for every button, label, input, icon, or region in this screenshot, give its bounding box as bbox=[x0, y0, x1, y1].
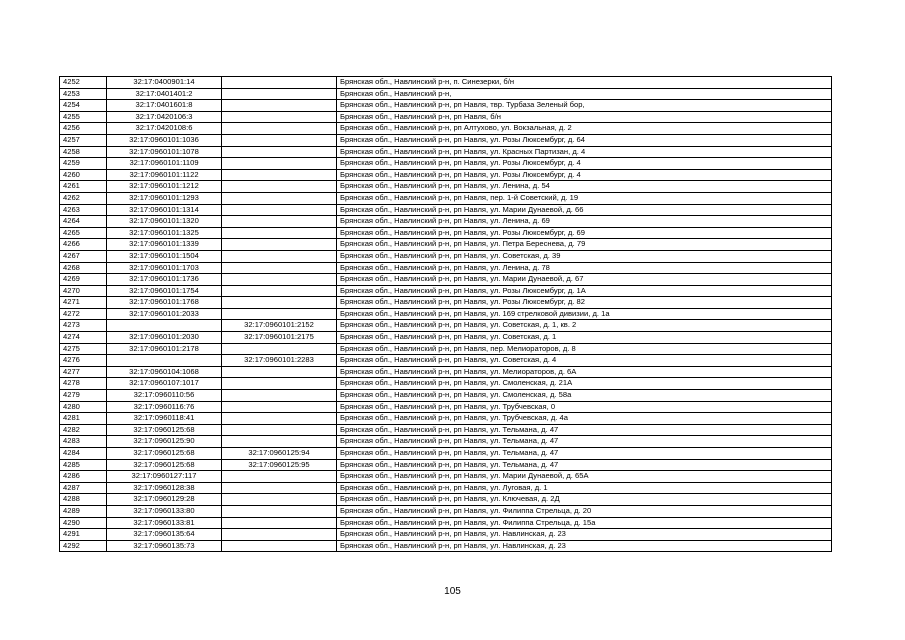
related-cadastral-number-cell bbox=[222, 285, 337, 297]
table-row bbox=[60, 471, 832, 483]
row-number-cell: 4269 bbox=[60, 274, 107, 286]
related-cadastral-number-cell bbox=[222, 274, 337, 286]
cadastral-number-cell: 32:17:0960133:80 bbox=[107, 505, 222, 517]
row-number-cell: 4254 bbox=[60, 100, 107, 112]
table-row bbox=[60, 401, 832, 413]
address-cell: Брянская обл., Навлинский р-н, рп Навля, ул. Навлинская, д. 23 bbox=[337, 529, 832, 541]
related-cadastral-number-cell bbox=[222, 482, 337, 494]
row-number-cell: 4256 bbox=[60, 123, 107, 135]
table-row bbox=[60, 100, 832, 112]
table-row bbox=[60, 146, 832, 158]
address-cell: Брянская обл., Навлинский р-н, рп Навля, ул. Розы Люксембург, д. 4 bbox=[337, 158, 832, 170]
cadastral-number-cell: 32:17:0960125:68 bbox=[107, 424, 222, 436]
cadastral-number-cell: 32:17:0960101:1122 bbox=[107, 169, 222, 181]
address-cell: Брянская обл., Навлинский р-н, п. Синезерки, б/н bbox=[337, 77, 832, 89]
address-cell: Брянская обл., Навлинский р-н, рп Навля, ул. Навлинская, д. 23 bbox=[337, 540, 832, 552]
related-cadastral-number-cell bbox=[222, 366, 337, 378]
table-row bbox=[60, 158, 832, 170]
address-cell: Брянская обл., Навлинский р-н, рп Навля, б/н bbox=[337, 111, 832, 123]
address-cell: Брянская обл., Навлинский р-н, рп Навля, ул. Тельмана, д. 47 bbox=[337, 424, 832, 436]
row-number-cell: 4282 bbox=[60, 424, 107, 436]
table-row bbox=[60, 88, 832, 100]
cadastral-number-cell: 32:17:0960128:38 bbox=[107, 482, 222, 494]
related-cadastral-number-cell bbox=[222, 169, 337, 181]
cadastral-number-cell: 32:17:0960125:68 bbox=[107, 459, 222, 471]
table-row bbox=[60, 239, 832, 251]
related-cadastral-number-cell: 32:17:0960125:95 bbox=[222, 459, 337, 471]
cadastral-number-cell: 32:17:0960101:2178 bbox=[107, 343, 222, 355]
table-row bbox=[60, 262, 832, 274]
row-number-cell: 4278 bbox=[60, 378, 107, 390]
row-number-cell: 4284 bbox=[60, 448, 107, 460]
related-cadastral-number-cell bbox=[222, 471, 337, 483]
cadastral-number-cell: 32:17:0960101:1768 bbox=[107, 297, 222, 309]
cadastral-number-cell: 32:17:0401601:8 bbox=[107, 100, 222, 112]
related-cadastral-number-cell bbox=[222, 424, 337, 436]
table-row bbox=[60, 111, 832, 123]
address-cell: Брянская обл., Навлинский р-н, рп Навля, ул. Марии Дунаевой, д. 65А bbox=[337, 471, 832, 483]
cadastral-number-cell: 32:17:0960127:117 bbox=[107, 471, 222, 483]
row-number-cell: 4263 bbox=[60, 204, 107, 216]
table-row bbox=[60, 390, 832, 402]
related-cadastral-number-cell bbox=[222, 494, 337, 506]
address-cell: Брянская обл., Навлинский р-н, рп Навля, ул. Розы Люксембург, д. 69 bbox=[337, 227, 832, 239]
cadastral-number-cell: 32:17:0960101:1212 bbox=[107, 181, 222, 193]
table-row bbox=[60, 343, 832, 355]
address-cell: Брянская обл., Навлинский р-н, рп Навля, ул. Розы Люксембург, д. 4 bbox=[337, 169, 832, 181]
address-cell: Брянская обл., Навлинский р-н, рп Навля, ул. Смоленская, д. 21А bbox=[337, 378, 832, 390]
cadastral-number-cell: 32:17:0960125:90 bbox=[107, 436, 222, 448]
cadastral-number-cell: 32:17:0960129:28 bbox=[107, 494, 222, 506]
address-cell: Брянская обл., Навлинский р-н, рп Навля, ул. Советская, д. 39 bbox=[337, 250, 832, 262]
table-row bbox=[60, 181, 832, 193]
related-cadastral-number-cell bbox=[222, 378, 337, 390]
cadastral-number-cell: 32:17:0960101:1754 bbox=[107, 285, 222, 297]
address-cell: Брянская обл., Навлинский р-н, рп Навля, ул. Луговая, д. 1 bbox=[337, 482, 832, 494]
cadastral-number-cell bbox=[107, 355, 222, 367]
address-cell: Брянская обл., Навлинский р-н, рп Навля, ул. Петра Береснева, д. 79 bbox=[337, 239, 832, 251]
address-cell: Брянская обл., Навлинский р-н, рп Навля, ул. Тельмана, д. 47 bbox=[337, 436, 832, 448]
row-number-cell: 4258 bbox=[60, 146, 107, 158]
cadastral-number-cell: 32:17:0960101:1703 bbox=[107, 262, 222, 274]
cadastral-number-cell: 32:17:0400901:14 bbox=[107, 77, 222, 89]
related-cadastral-number-cell bbox=[222, 505, 337, 517]
cadastral-number-cell: 32:17:0960101:1314 bbox=[107, 204, 222, 216]
row-number-cell: 4261 bbox=[60, 181, 107, 193]
row-number-cell: 4285 bbox=[60, 459, 107, 471]
address-cell: Брянская обл., Навлинский р-н, рп Навля, пер. Мелиораторов, д. 8 bbox=[337, 343, 832, 355]
cadastral-number-cell: 32:17:0960101:1325 bbox=[107, 227, 222, 239]
table-row bbox=[60, 308, 832, 320]
row-number-cell: 4262 bbox=[60, 192, 107, 204]
related-cadastral-number-cell bbox=[222, 517, 337, 529]
address-cell: Брянская обл., Навлинский р-н, рп Навля, ул. Ленина, д. 54 bbox=[337, 181, 832, 193]
related-cadastral-number-cell bbox=[222, 401, 337, 413]
related-cadastral-number-cell bbox=[222, 134, 337, 146]
table-row bbox=[60, 192, 832, 204]
address-cell: Брянская обл., Навлинский р-н, рп Навля, ул. Красных Партизан, д. 4 bbox=[337, 146, 832, 158]
row-number-cell: 4267 bbox=[60, 250, 107, 262]
row-number-cell: 4289 bbox=[60, 505, 107, 517]
cadastral-number-cell: 32:17:0960101:1339 bbox=[107, 239, 222, 251]
row-number-cell: 4277 bbox=[60, 366, 107, 378]
row-number-cell: 4270 bbox=[60, 285, 107, 297]
related-cadastral-number-cell: 32:17:0960101:2152 bbox=[222, 320, 337, 332]
cadastral-number-cell bbox=[107, 320, 222, 332]
related-cadastral-number-cell bbox=[222, 227, 337, 239]
table-row bbox=[60, 482, 832, 494]
address-cell: Брянская обл., Навлинский р-н, рп Навля, ул. Филиппа Стрельца, д. 15а bbox=[337, 517, 832, 529]
address-cell: Брянская обл., Навлинский р-н, рп Навля, ул. Мелиораторов, д. 6А bbox=[337, 366, 832, 378]
cadastral-number-cell: 32:17:0420106:3 bbox=[107, 111, 222, 123]
related-cadastral-number-cell bbox=[222, 146, 337, 158]
table-row bbox=[60, 227, 832, 239]
table-row bbox=[60, 77, 832, 89]
row-number-cell: 4252 bbox=[60, 77, 107, 89]
table-row bbox=[60, 517, 832, 529]
related-cadastral-number-cell bbox=[222, 192, 337, 204]
row-number-cell: 4265 bbox=[60, 227, 107, 239]
cadastral-number-cell: 32:17:0960135:73 bbox=[107, 540, 222, 552]
cadastral-number-cell: 32:17:0960110:56 bbox=[107, 390, 222, 402]
related-cadastral-number-cell bbox=[222, 413, 337, 425]
address-cell: Брянская обл., Навлинский р-н, рп Навля, ул. Смоленская, д. 58а bbox=[337, 390, 832, 402]
table-row bbox=[60, 123, 832, 135]
cadastral-number-cell: 32:17:0960101:2033 bbox=[107, 308, 222, 320]
related-cadastral-number-cell bbox=[222, 158, 337, 170]
cadastral-number-cell: 32:17:0960101:1736 bbox=[107, 274, 222, 286]
cadastral-number-cell: 32:17:0960118:41 bbox=[107, 413, 222, 425]
address-cell: Брянская обл., Навлинский р-н, рп Навля, ул. Трубчевская, д. 4а bbox=[337, 413, 832, 425]
address-cell: Брянская обл., Навлинский р-н, рп Навля, ул. Трубчевская, 0 bbox=[337, 401, 832, 413]
address-cell: Брянская обл., Навлинский р-н, рп Навля, ул. Филиппа Стрельца, д. 20 bbox=[337, 505, 832, 517]
address-cell: Брянская обл., Навлинский р-н, рп Навля, ул. Марии Дунаевой, д. 66 bbox=[337, 204, 832, 216]
related-cadastral-number-cell bbox=[222, 239, 337, 251]
table-row bbox=[60, 366, 832, 378]
table-row bbox=[60, 134, 832, 146]
cadastral-number-cell: 32:17:0960101:1320 bbox=[107, 216, 222, 228]
related-cadastral-number-cell bbox=[222, 100, 337, 112]
address-cell: Брянская обл., Навлинский р-н, рп Навля, ул. Тельмана, д. 47 bbox=[337, 459, 832, 471]
row-number-cell: 4257 bbox=[60, 134, 107, 146]
cadastral-number-cell: 32:17:0960101:1293 bbox=[107, 192, 222, 204]
table-row bbox=[60, 204, 832, 216]
table-row bbox=[60, 355, 832, 367]
related-cadastral-number-cell bbox=[222, 111, 337, 123]
address-cell: Брянская обл., Навлинский р-н, рп Навля, ул. Розы Люксембург, д. 64 bbox=[337, 134, 832, 146]
table-row bbox=[60, 424, 832, 436]
address-cell: Брянская обл., Навлинский р-н, рп Навля, ул. Тельмана, д. 47 bbox=[337, 448, 832, 460]
cadastral-number-cell: 32:17:0401401:2 bbox=[107, 88, 222, 100]
row-number-cell: 4274 bbox=[60, 332, 107, 344]
related-cadastral-number-cell: 32:17:0960101:2283 bbox=[222, 355, 337, 367]
cadastral-number-cell: 32:17:0960101:1078 bbox=[107, 146, 222, 158]
cadastral-number-cell: 32:17:0960107:1017 bbox=[107, 378, 222, 390]
row-number-cell: 4283 bbox=[60, 436, 107, 448]
address-cell: Брянская обл., Навлинский р-н, рп Алтухово, ул. Вокзальная, д. 2 bbox=[337, 123, 832, 135]
row-number-cell: 4268 bbox=[60, 262, 107, 274]
table-row bbox=[60, 540, 832, 552]
registry-table-body bbox=[60, 77, 832, 552]
address-cell: Брянская обл., Навлинский р-н, bbox=[337, 88, 832, 100]
cadastral-number-cell: 32:17:0960101:1109 bbox=[107, 158, 222, 170]
row-number-cell: 4273 bbox=[60, 320, 107, 332]
row-number-cell: 4290 bbox=[60, 517, 107, 529]
related-cadastral-number-cell bbox=[222, 250, 337, 262]
table-row bbox=[60, 320, 832, 332]
table-row bbox=[60, 285, 832, 297]
cadastral-number-cell: 32:17:0960125:68 bbox=[107, 448, 222, 460]
row-number-cell: 4281 bbox=[60, 413, 107, 425]
address-cell: Брянская обл., Навлинский р-н, рп Навля, ул. Ленина, д. 78 bbox=[337, 262, 832, 274]
row-number-cell: 4275 bbox=[60, 343, 107, 355]
cadastral-number-cell: 32:17:0420108:6 bbox=[107, 123, 222, 135]
page-number: 105 bbox=[444, 586, 461, 597]
address-cell: Брянская обл., Навлинский р-н, рп Навля, ул. Марии Дунаевой, д. 67 bbox=[337, 274, 832, 286]
related-cadastral-number-cell bbox=[222, 297, 337, 309]
address-cell: Брянская обл., Навлинский р-н, рп Навля, ул. 169 стрелковой дивизии, д. 1а bbox=[337, 308, 832, 320]
row-number-cell: 4280 bbox=[60, 401, 107, 413]
table-row bbox=[60, 505, 832, 517]
table-row bbox=[60, 529, 832, 541]
table-row bbox=[60, 494, 832, 506]
table-row bbox=[60, 250, 832, 262]
row-number-cell: 4264 bbox=[60, 216, 107, 228]
row-number-cell: 4291 bbox=[60, 529, 107, 541]
row-number-cell: 4253 bbox=[60, 88, 107, 100]
address-cell: Брянская обл., Навлинский р-н, рп Навля, ул. Советская, д. 4 bbox=[337, 355, 832, 367]
table-row bbox=[60, 332, 832, 344]
address-cell: Брянская обл., Навлинский р-н, рп Навля, ул. Советская, д. 1 bbox=[337, 332, 832, 344]
address-cell: Брянская обл., Навлинский р-н, рп Навля, ул. Розы Люксембург, д. 82 bbox=[337, 297, 832, 309]
cadastral-number-cell: 32:17:0960116:76 bbox=[107, 401, 222, 413]
row-number-cell: 4292 bbox=[60, 540, 107, 552]
cadastral-number-cell: 32:17:0960101:1504 bbox=[107, 250, 222, 262]
table-row bbox=[60, 297, 832, 309]
address-cell: Брянская обл., Навлинский р-н, рп Навля, твр. Турбаза Зеленый бор, bbox=[337, 100, 832, 112]
related-cadastral-number-cell bbox=[222, 216, 337, 228]
table-row bbox=[60, 413, 832, 425]
cadastral-number-cell: 32:17:0960104:1068 bbox=[107, 366, 222, 378]
cadastral-number-cell: 32:17:0960135:64 bbox=[107, 529, 222, 541]
related-cadastral-number-cell bbox=[222, 540, 337, 552]
table-row bbox=[60, 448, 832, 460]
related-cadastral-number-cell: 32:17:0960125:94 bbox=[222, 448, 337, 460]
row-number-cell: 4271 bbox=[60, 297, 107, 309]
property-registry-table bbox=[59, 76, 832, 552]
address-cell: Брянская обл., Навлинский р-н, рп Навля, ул. Розы Люксембург, д. 1А bbox=[337, 285, 832, 297]
table-row bbox=[60, 169, 832, 181]
row-number-cell: 4272 bbox=[60, 308, 107, 320]
row-number-cell: 4259 bbox=[60, 158, 107, 170]
related-cadastral-number-cell bbox=[222, 181, 337, 193]
related-cadastral-number-cell bbox=[222, 436, 337, 448]
table-row bbox=[60, 378, 832, 390]
row-number-cell: 4279 bbox=[60, 390, 107, 402]
related-cadastral-number-cell bbox=[222, 390, 337, 402]
related-cadastral-number-cell: 32:17:0960101:2175 bbox=[222, 332, 337, 344]
row-number-cell: 4276 bbox=[60, 355, 107, 367]
address-cell: Брянская обл., Навлинский р-н, рп Навля, ул. Ключевая, д. 2Д bbox=[337, 494, 832, 506]
row-number-cell: 4286 bbox=[60, 471, 107, 483]
related-cadastral-number-cell bbox=[222, 123, 337, 135]
related-cadastral-number-cell bbox=[222, 343, 337, 355]
table-row bbox=[60, 274, 832, 286]
cadastral-number-cell: 32:17:0960101:1036 bbox=[107, 134, 222, 146]
cadastral-number-cell: 32:17:0960133:81 bbox=[107, 517, 222, 529]
row-number-cell: 4266 bbox=[60, 239, 107, 251]
cadastral-number-cell: 32:17:0960101:2030 bbox=[107, 332, 222, 344]
table-row bbox=[60, 459, 832, 471]
address-cell: Брянская обл., Навлинский р-н, рп Навля, ул. Советская, д. 1, кв. 2 bbox=[337, 320, 832, 332]
related-cadastral-number-cell bbox=[222, 308, 337, 320]
table-row bbox=[60, 216, 832, 228]
related-cadastral-number-cell bbox=[222, 77, 337, 89]
table-row bbox=[60, 436, 832, 448]
address-cell: Брянская обл., Навлинский р-н, рп Навля, ул. Ленина, д. 69 bbox=[337, 216, 832, 228]
related-cadastral-number-cell bbox=[222, 88, 337, 100]
row-number-cell: 4255 bbox=[60, 111, 107, 123]
address-cell: Брянская обл., Навлинский р-н, рп Навля, пер. 1-й Советский, д. 19 bbox=[337, 192, 832, 204]
row-number-cell: 4287 bbox=[60, 482, 107, 494]
related-cadastral-number-cell bbox=[222, 204, 337, 216]
related-cadastral-number-cell bbox=[222, 262, 337, 274]
row-number-cell: 4288 bbox=[60, 494, 107, 506]
row-number-cell: 4260 bbox=[60, 169, 107, 181]
related-cadastral-number-cell bbox=[222, 529, 337, 541]
